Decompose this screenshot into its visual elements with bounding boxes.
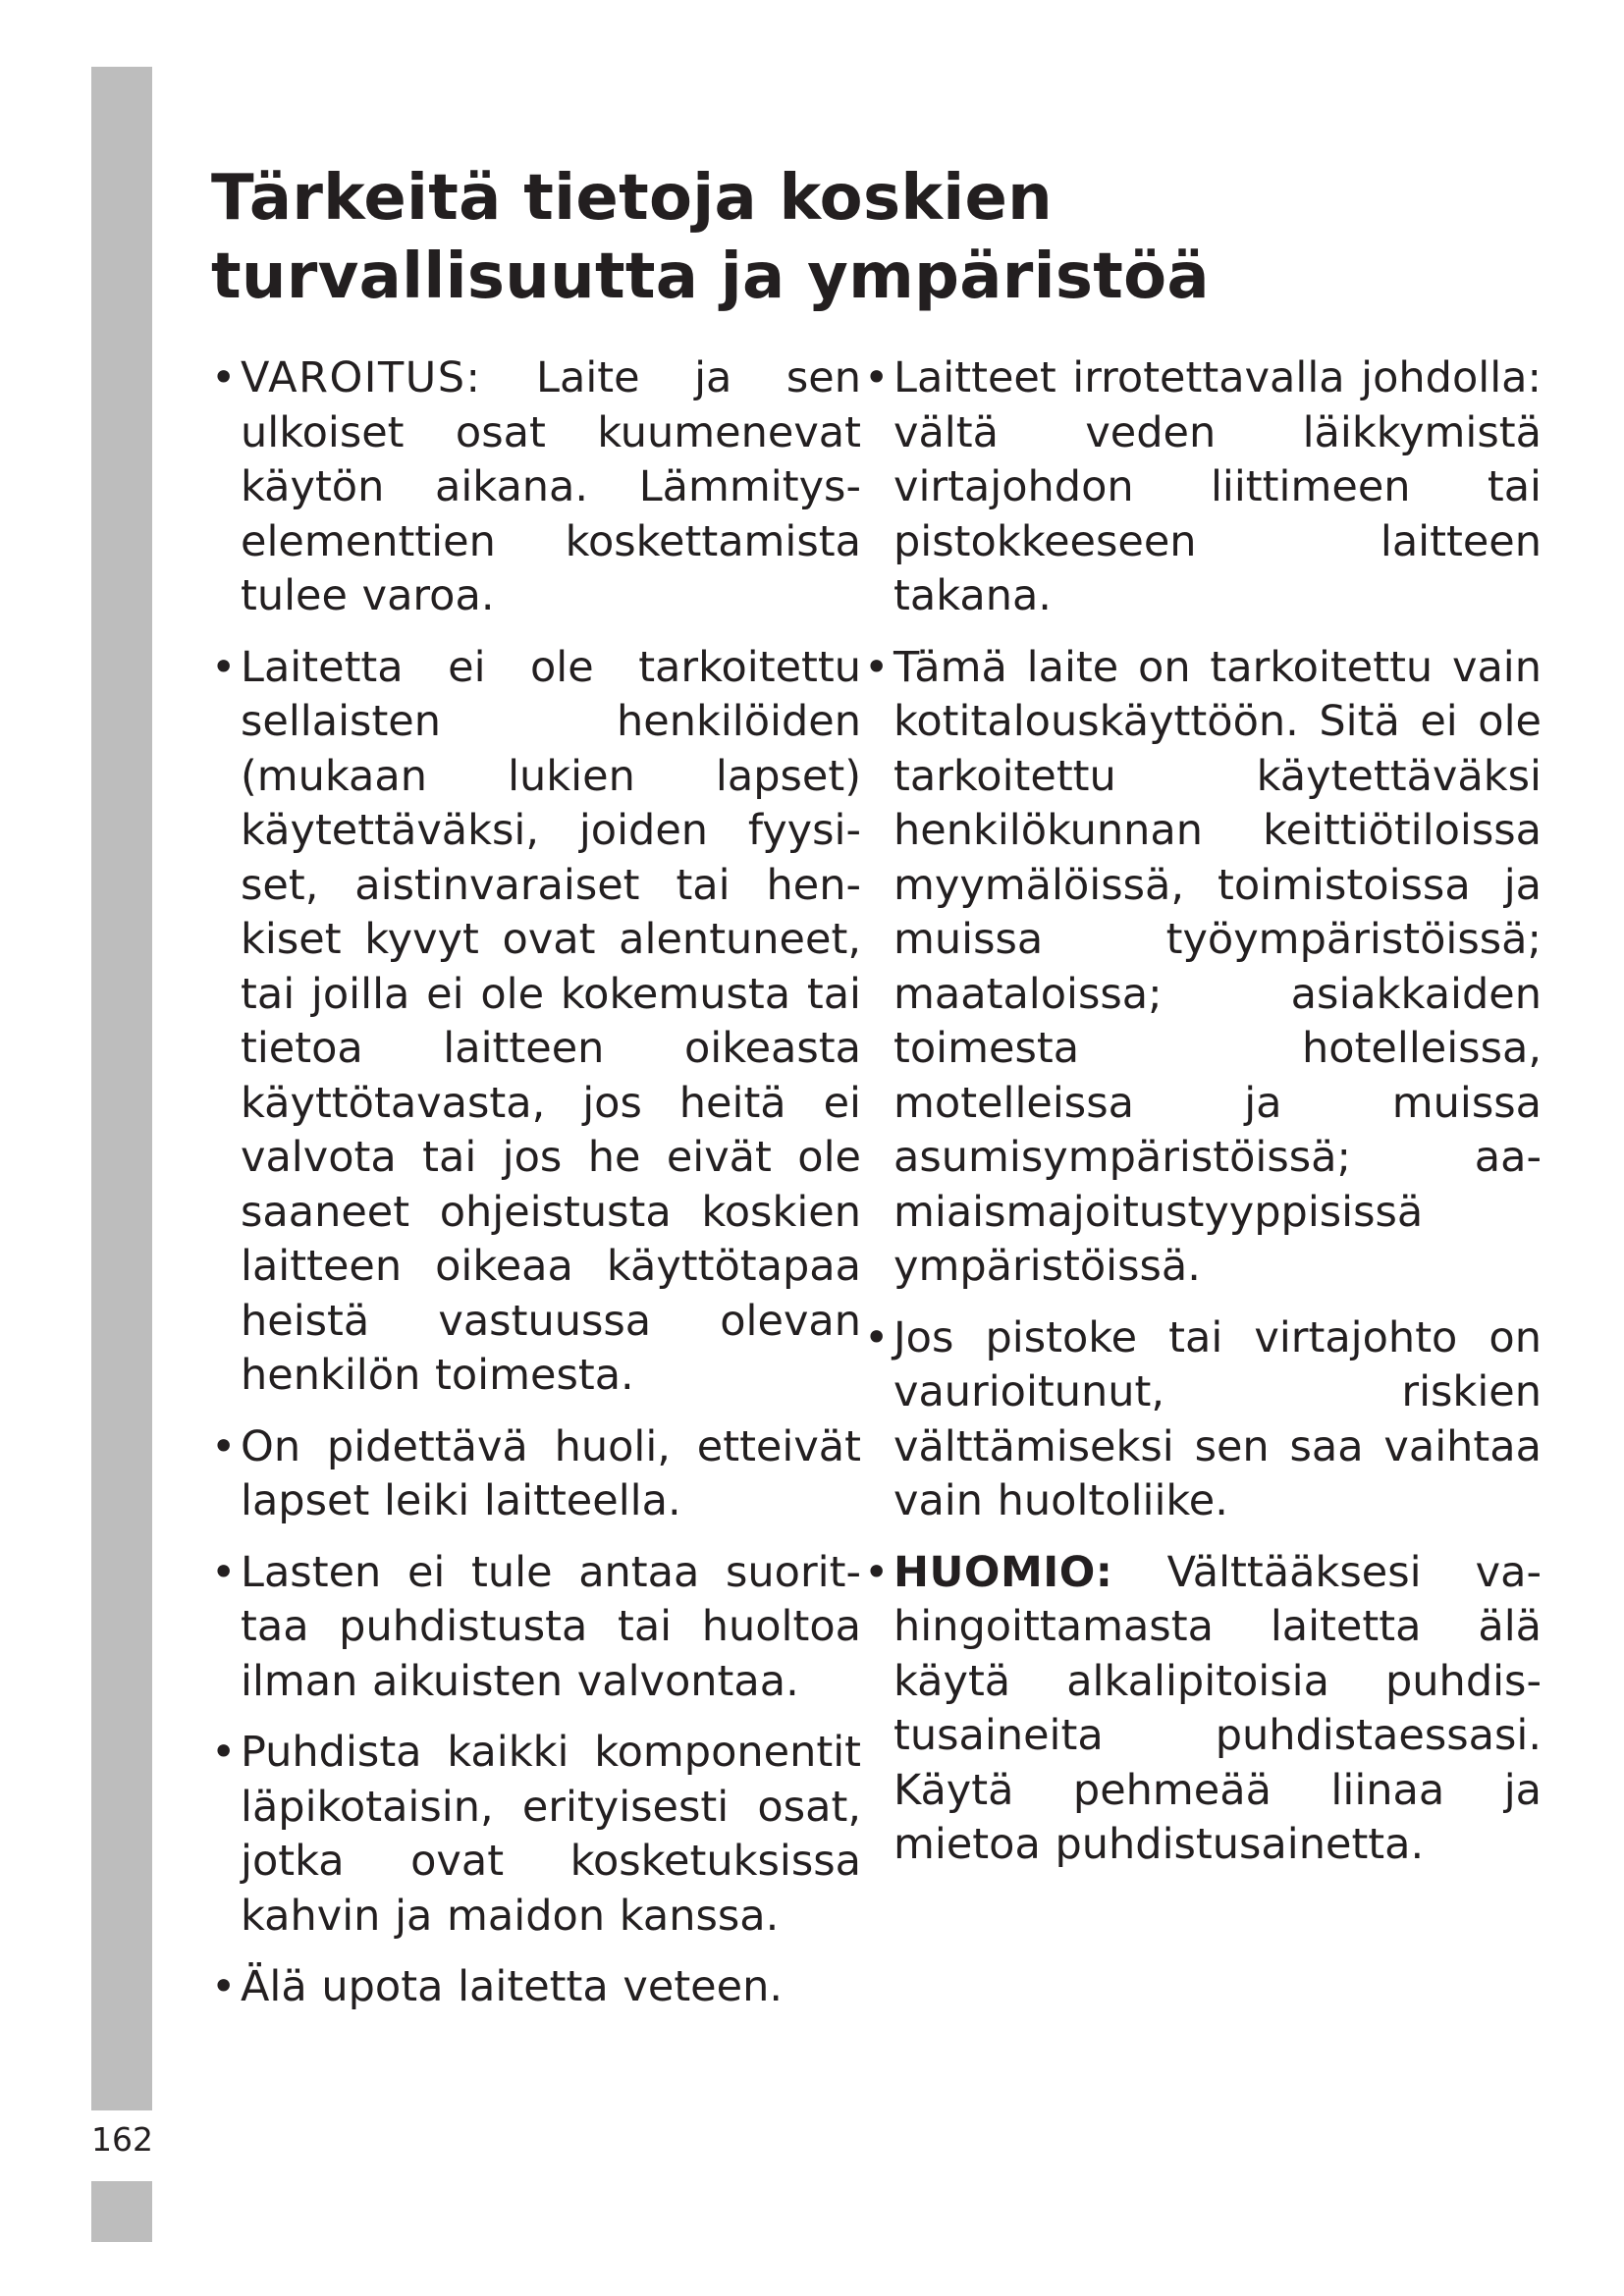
bullet-icon: •	[211, 642, 237, 692]
side-bar-decoration	[91, 67, 152, 2110]
page-title: Tärkeitä tietoja koskien turvallisuutta ja ympäristöä	[211, 162, 1210, 313]
list-item-text: Laite ja sen ulkoiset osat kuumenevat käytön aikana. Lämmityselementtien koskettamista tulee varoa.	[241, 353, 861, 620]
list-item	[864, 1311, 1542, 1529]
list-item-text: Lasten ei tule antaa suorittaa puhdistusta tai huoltoa ilman aikuisten valvontaa.	[241, 1547, 861, 1706]
list-item	[864, 351, 1542, 624]
list-item-text: Jos pistoke tai virtajohto on vaurioitunut, riskien välttämiseksi sen saa vaihtaa vain huoltoliike.	[893, 1312, 1542, 1525]
list-item	[864, 641, 1542, 1295]
list-item	[211, 351, 861, 624]
list-item-text: Laitetta ei ole tarkoitettu sellaisten henkilöiden (mukaan lukien lapset) käytettäväksi, joiden fyysiset, aistinvaraiset tai henkiset kyvyt ovat alentuneet, tai joilla ei ole kokemusta tai tietoa laitteen oikeasta käyttötavasta, jos heitä ei valvota tai jos he eivät ole saaneet ohjeistusta koskien laitteen oikeaa käyttötapaa heistä vastuussa olevan henkilön toimesta.	[241, 642, 861, 1400]
list-item	[211, 641, 861, 1404]
bullet-icon: •	[864, 642, 890, 692]
bullet-icon: •	[211, 1962, 237, 2011]
list-item	[211, 1546, 861, 1710]
page-number: 162	[91, 2120, 153, 2159]
notice-label: HUOMIO:	[893, 1547, 1113, 1597]
list-item	[864, 1546, 1542, 1873]
list-item	[211, 1726, 861, 1944]
list-item-text: Puhdista kaikki komponentit läpikotaisin, erityisesti osat, jotka ovat kosketuksissa kahvin ja maidon kanssa.	[241, 1728, 861, 1941]
right-column	[864, 351, 1542, 1890]
bullet-icon: •	[211, 353, 237, 402]
list-item-text: Tämä laite on tarkoitettu vain kotitalouskäyttöön. Sitä ei ole tarkoitettu käytettäväksi henkilökunnan keittiötiloissa myymälöissä, toimistoissa ja muissa työympäristöissä; maataloissa; asiakkaiden toimesta hotelleissa, motelleissa ja muissa asumisympäristöissä; aamiaismajoitustyyppisissä ympäristöissä.	[893, 642, 1542, 1291]
list-item	[211, 1420, 861, 1529]
bullet-icon: •	[864, 353, 890, 402]
list-item-text: Välttääksesi vahingoittamasta laitetta älä käytä alkalipitoisia puhdistusaineita puhdistaessasi. Käytä pehmeää liinaa ja mietoa puhdistusainetta.	[893, 1547, 1543, 1869]
bullet-icon: •	[211, 1421, 237, 1471]
bullet-icon: •	[864, 1312, 890, 1362]
bullet-icon: •	[211, 1728, 237, 1777]
list-item-text: On pidettävä huoli, etteivät lapset leiki laitteella.	[241, 1421, 861, 1525]
list-item-text: Laitteet irrotettavalla johdolla: vältä veden läikkymistä virtajohdon liittimeen tai pistokkeeseen laitteen takana.	[893, 353, 1542, 620]
side-bar-footer-decoration	[91, 2181, 152, 2242]
list-item-text: Älä upota laitetta veteen.	[241, 1962, 784, 2011]
bullet-icon: •	[211, 1547, 237, 1597]
warning-label: VAROITUS:	[241, 353, 482, 402]
list-item	[211, 1960, 861, 2015]
left-column	[211, 351, 861, 2032]
bullet-icon: •	[864, 1547, 890, 1597]
